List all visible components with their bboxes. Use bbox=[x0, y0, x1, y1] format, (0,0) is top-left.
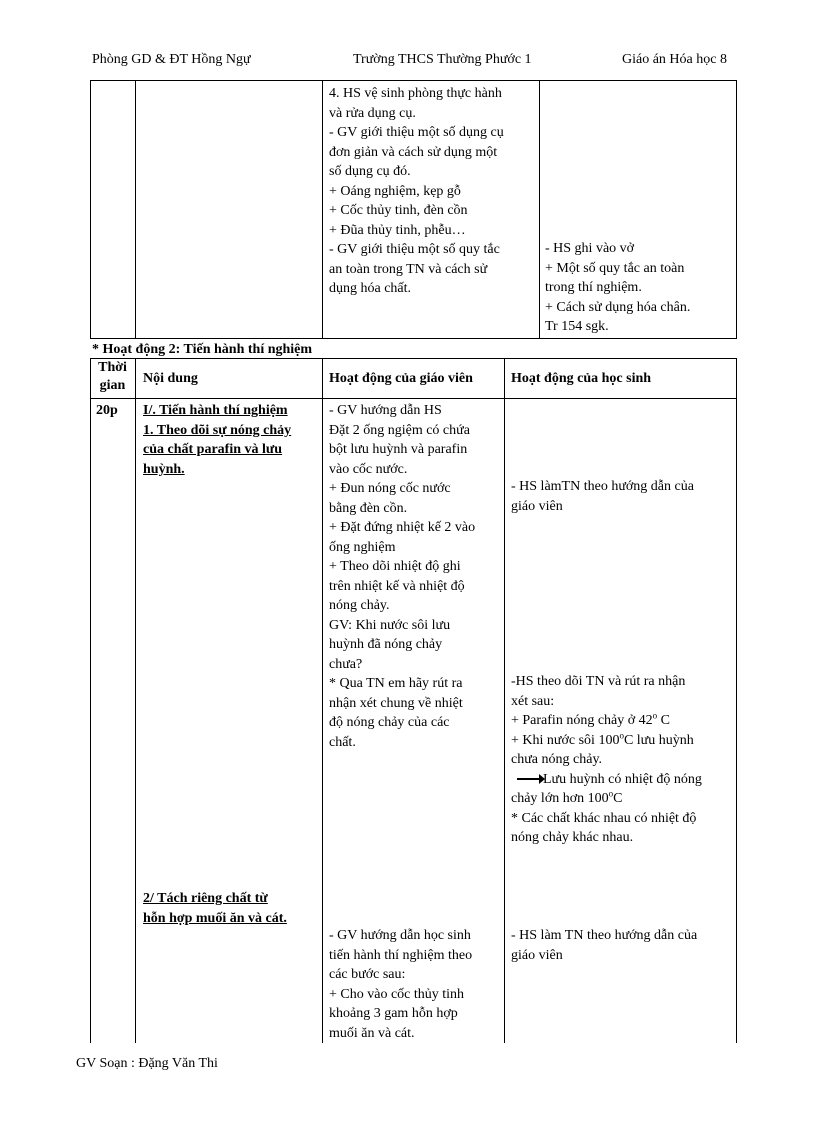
water-text: + Khi nước sôi 100 bbox=[511, 732, 620, 748]
content-heading: I/. Tiến hành thí nghiệm bbox=[143, 403, 288, 418]
text-line: - GV hướng dẫn học sinh bbox=[329, 928, 471, 943]
content-block-1 bbox=[143, 401, 315, 479]
text-line: ống nghiệm bbox=[329, 539, 396, 555]
top-table-col-line bbox=[90, 80, 91, 339]
student-block-3 bbox=[511, 926, 731, 965]
header-left: Phòng GD & ĐT Hồng Ngự bbox=[92, 52, 251, 67]
more-suffix: C bbox=[613, 791, 623, 806]
text-line: trên nhiệt kế và nhiệt độ bbox=[329, 578, 465, 594]
more-text: chảy lớn hơn 100 bbox=[511, 791, 609, 806]
text-line: - GV giới thiệu một số quy tắc bbox=[329, 242, 500, 257]
content-line: 1. Theo dõi sự nóng chảy bbox=[143, 422, 292, 438]
text-line: + Đũa thủy tinh, phễu… bbox=[329, 222, 466, 238]
text-line: + Đun nóng cốc nước bbox=[329, 481, 451, 496]
text-line: vào cốc nước. bbox=[329, 461, 408, 477]
text-line: khoảng 3 gam hỗn hợp bbox=[329, 1006, 458, 1021]
main-table-col-line bbox=[90, 358, 91, 1043]
top-table-top-border bbox=[90, 80, 737, 81]
content-block-2 bbox=[143, 889, 315, 928]
degree-sup: o bbox=[619, 729, 624, 740]
text-line: GV: Khi nước sôi lưu bbox=[329, 617, 451, 633]
main-table-col-line bbox=[322, 358, 323, 1043]
text-line: * Qua TN em hãy rút ra bbox=[329, 676, 463, 691]
top-table-col-line bbox=[539, 80, 540, 339]
text-line: + Cho vào cốc thủy tinh bbox=[329, 986, 465, 1002]
teacher-block-2 bbox=[329, 926, 497, 1043]
text-line: muối ăn và cát. bbox=[329, 1025, 415, 1041]
text-line: + Theo dõi nhiệt độ ghi bbox=[329, 559, 461, 574]
teacher-block-1 bbox=[329, 401, 497, 752]
col-header-time-line: Thời bbox=[98, 360, 127, 375]
col-header-student: Hoạt động của học sinh bbox=[511, 371, 652, 386]
parafin-suffix: C bbox=[657, 713, 670, 728]
top-teacher-cell bbox=[329, 84, 532, 299]
col-header-time-line: gian bbox=[99, 378, 126, 393]
text-line: Đặt 2 ống ngiệm có chứa bbox=[329, 422, 470, 438]
text-line: đơn giản và cách sử dụng một bbox=[329, 144, 498, 160]
text-line: nhận xét chung về nhiệt bbox=[329, 695, 463, 711]
content-line: 2/ Tách riêng chất từ bbox=[143, 891, 268, 906]
header-right: Giáo án Hóa học 8 bbox=[622, 52, 727, 67]
text-line: - HS làm TN theo hướng dẫn của bbox=[511, 928, 698, 943]
text-line: Tr 154 sgk. bbox=[545, 319, 609, 334]
text-line: * Các chất khác nhau có nhiệt độ bbox=[511, 810, 697, 826]
text-line: + Đặt đứng nhiệt kế 2 vào bbox=[329, 520, 476, 535]
text-line: + Cách sử dụng hóa chân. bbox=[545, 299, 691, 315]
text-line: huỳnh đã nóng chảy bbox=[329, 637, 443, 652]
text-line: + Oáng nghiệm, kẹp gỗ bbox=[329, 183, 461, 199]
text-line: an toàn trong TN và cách sử bbox=[329, 261, 488, 277]
main-table-col-line bbox=[504, 358, 505, 1043]
text-line: - HS làmTN theo hướng dẫn của bbox=[511, 479, 694, 494]
top-table-col-line bbox=[736, 80, 737, 339]
content-line: huỳnh. bbox=[143, 461, 185, 477]
main-table-col-line bbox=[135, 358, 136, 1043]
text-line: xét sau: bbox=[511, 693, 555, 709]
text-line: chưa nóng chảy. bbox=[511, 752, 603, 767]
top-table-col-line bbox=[322, 80, 323, 339]
col-header-teacher: Hoạt động của giáo viên bbox=[329, 371, 473, 386]
footer-author: GV Soạn : Đặng Văn Thi bbox=[76, 1056, 218, 1071]
main-table-col-line bbox=[736, 358, 737, 1043]
degree-sup: o bbox=[652, 710, 658, 721]
arrow-right-icon bbox=[517, 778, 541, 780]
main-table-header-divider bbox=[90, 398, 737, 399]
parafin-text: + Parafin nóng chảy ở 42 bbox=[511, 713, 653, 728]
text-line bbox=[511, 789, 733, 809]
text-line: các bước sau: bbox=[329, 967, 406, 982]
text-line: trong thí nghiệm. bbox=[545, 280, 642, 295]
col-header-content: Nội dung bbox=[143, 371, 198, 386]
section-title: * Hoạt động 2: Tiến hành thí nghiệm bbox=[92, 342, 313, 357]
text-line: số dụng cụ đó. bbox=[329, 164, 411, 179]
text-line: + Cốc thủy tinh, đèn cồn bbox=[329, 203, 468, 218]
text-line: - HS ghi vào vở bbox=[545, 241, 635, 256]
text-line: độ nóng chảy của các bbox=[329, 715, 450, 730]
text-line: bột lưu huỳnh và parafin bbox=[329, 442, 468, 457]
text-line: - GV hướng dẫn HS bbox=[329, 403, 442, 418]
text-line: bằng đèn cồn. bbox=[329, 500, 408, 516]
text-line: chất. bbox=[329, 734, 356, 750]
text-line: - GV giới thiệu một số dụng cụ bbox=[329, 125, 504, 140]
header-center: Trường THCS Thường Phước 1 bbox=[353, 52, 532, 67]
col-header-time bbox=[90, 359, 135, 395]
main-table-top-border bbox=[90, 358, 737, 359]
text-line: chưa? bbox=[329, 656, 363, 672]
text-line: giáo viên bbox=[511, 947, 563, 963]
content-line: hỗn hợp muối ăn và cát. bbox=[143, 910, 287, 926]
text-line bbox=[511, 731, 733, 751]
row-time: 20p bbox=[96, 403, 118, 418]
arrow-text: Lưu huỳnh có nhiệt độ nóng bbox=[543, 771, 702, 787]
text-line: nóng chảy khác nhau. bbox=[511, 830, 634, 845]
text-line: -HS theo dõi TN và rút ra nhận bbox=[511, 674, 686, 689]
text-line bbox=[511, 770, 733, 790]
student-block-2 bbox=[511, 672, 733, 848]
degree-sup: o bbox=[608, 788, 614, 799]
text-line: và rửa dụng cụ. bbox=[329, 105, 416, 121]
text-line: nóng chảy. bbox=[329, 598, 390, 613]
student-block-1 bbox=[511, 477, 731, 516]
top-table-col-line bbox=[135, 80, 136, 339]
text-line: + Một số quy tắc an toàn bbox=[545, 260, 685, 276]
content-line: của chất parafin và lưu bbox=[143, 442, 283, 457]
top-student-cell bbox=[545, 239, 731, 337]
text-line: dụng hóa chất. bbox=[329, 281, 412, 296]
top-table-bottom-border bbox=[90, 338, 737, 339]
text-line bbox=[511, 711, 733, 731]
text-line: giáo viên bbox=[511, 498, 563, 514]
text-line: tiến hành thí nghiệm theo bbox=[329, 947, 473, 963]
water-suffix: C lưu huỳnh bbox=[623, 732, 694, 748]
text-line: 4. HS vệ sinh phòng thực hành bbox=[329, 86, 502, 101]
